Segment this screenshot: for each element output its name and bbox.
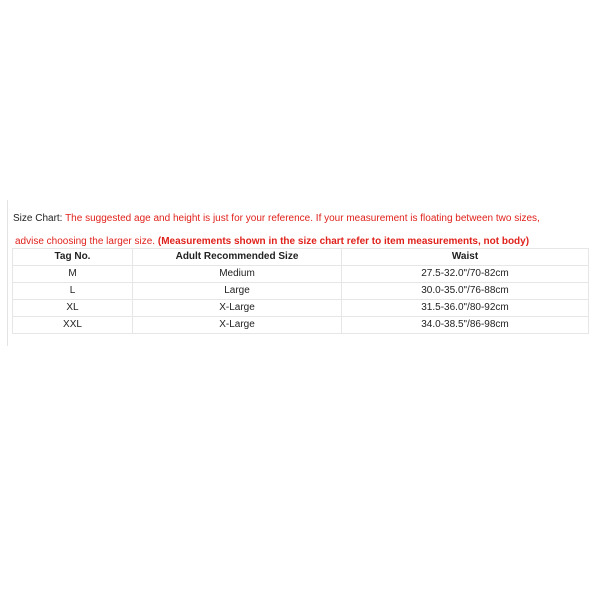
size-chart-section: [7, 200, 588, 346]
cell-tag-no: XL: [13, 300, 133, 317]
header-tag-no: Tag No.: [13, 249, 133, 266]
header-waist: Waist: [342, 249, 589, 266]
size-chart-note-measurements: (Measurements shown in the size chart refer to item measurements, not body): [157, 236, 530, 247]
table-row: [13, 283, 589, 300]
cell-tag-no: L: [13, 283, 133, 300]
cell-waist: 30.0-35.0"/76-88cm: [342, 283, 589, 300]
size-chart-lead: Size Chart:: [13, 213, 63, 224]
size-chart-note: [13, 207, 583, 253]
table-row: [13, 300, 589, 317]
size-chart-table: [12, 248, 589, 334]
size-chart-note-line-1: The suggested age and height is just for your reference. If your measurement is floating between two sizes,: [65, 213, 540, 224]
table-row: [13, 266, 589, 283]
cell-adult-size: X-Large: [133, 300, 342, 317]
table-row: [13, 317, 589, 334]
cell-tag-no: XXL: [13, 317, 133, 334]
cell-adult-size: Large: [133, 283, 342, 300]
header-adult-recommended-size: Adult Recommended Size: [133, 249, 342, 266]
cell-adult-size: Medium: [133, 266, 342, 283]
cell-adult-size: X-Large: [133, 317, 342, 334]
cell-tag-no: M: [13, 266, 133, 283]
cell-waist: 34.0-38.5"/86-98cm: [342, 317, 589, 334]
cell-waist: 27.5-32.0"/70-82cm: [342, 266, 589, 283]
cell-waist: 31.5-36.0"/80-92cm: [342, 300, 589, 317]
table-header-row: [13, 249, 589, 266]
size-chart-note-advice: advise choosing the larger size.: [15, 236, 156, 247]
